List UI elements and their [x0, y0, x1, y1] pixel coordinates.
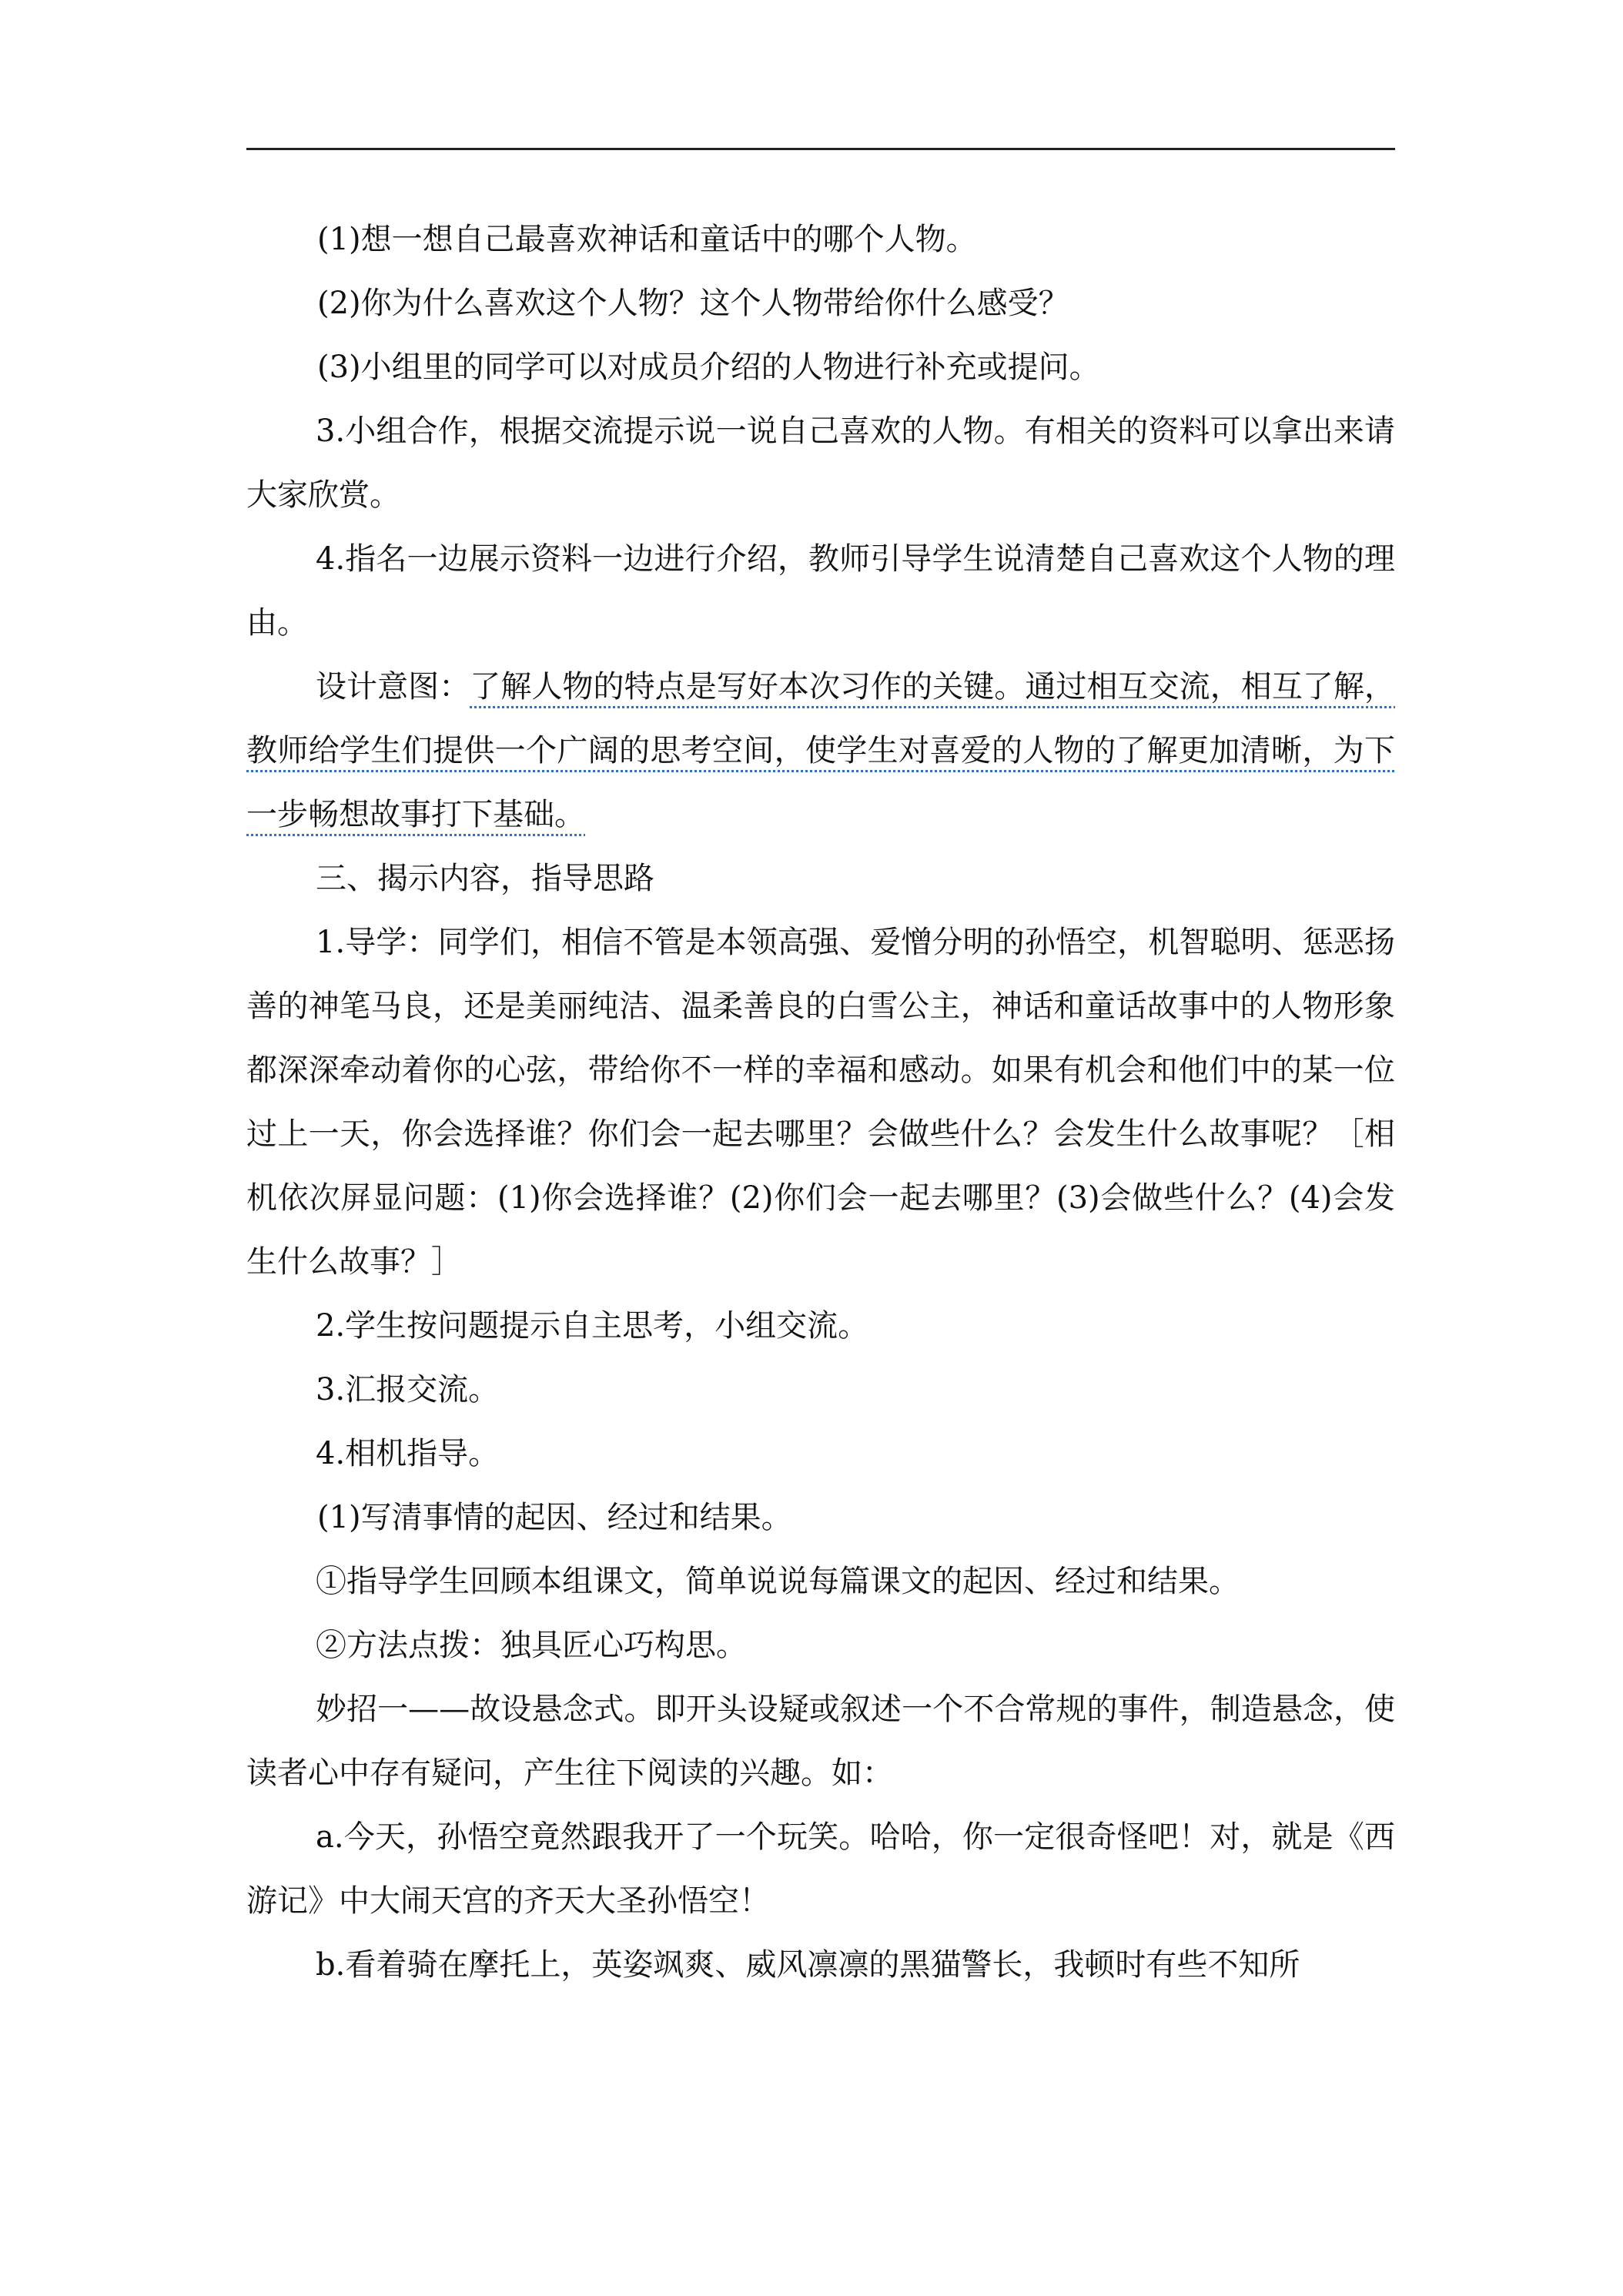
design-intent-paragraph	[246, 655, 1395, 847]
question-3: (3)小组里的同学可以对成员介绍的人物进行补充或提问。	[317, 350, 1100, 385]
question-1: (1)想一想自己最喜欢神话和童话中的哪个人物。	[317, 222, 977, 257]
step-4-guide-paragraph: 4.相机指导。	[316, 1436, 500, 1471]
design-intent-label: 设计意图：	[316, 669, 470, 705]
circled-point-2: ②方法点拨：独具匠心巧构思。	[316, 1628, 747, 1663]
step-2-paragraph: 2.学生按问题提示自主思考，小组交流。	[316, 1308, 869, 1344]
sub-point-1: (1)写清事情的起因、经过和结果。	[317, 1500, 792, 1535]
section-heading: 三、揭示内容，指导思路	[316, 861, 654, 896]
step-3-paragraph: 3.小组合作，根据交流提示说一说自己喜欢的人物。有相关的资料可以拿出来请大家欣赏。	[246, 413, 1395, 513]
question-2: (2)你为什么喜欢这个人物？这个人物带给你什么感受？	[317, 286, 1069, 321]
example-b: b.看着骑在摩托上，英姿飒爽、威风凛凛的黑猫警长，我顿时有些不知所	[316, 1947, 1300, 1983]
header-rule	[246, 148, 1395, 150]
step-3-report-paragraph: 3.汇报交流。	[316, 1372, 500, 1407]
circled-point-1: ①指导学生回顾本组课文，简单说说每篇课文的起因、经过和结果。	[316, 1564, 1240, 1599]
design-intent-text: 了解人物的特点是写好本次习作的关键。通过相互交流，相互了解，教师给学生们提供一个广阔的思考空间，使学生对喜爱的人物的了解更加清晰，为下一步畅想故事打下基础。	[246, 669, 1396, 832]
guide-paragraph: 1.导学：同学们，相信不管是本领高强、爱憎分明的孙悟空，机智聪明、惩恶扬善的神笔马良，还是美丽纯洁、温柔善良的白雪公主，神话和童话故事中的人物形象都深深牵动着你的心弦，带给你不一样的幸福和感动。如果有机会和他们中的某一位过上一天，你会选择谁？你们会一起去哪里？会做些什么？会发生什么故事呢？［相机依次屏显问题：(1)你会选择谁？(2)你们会一起去哪里？(3)会做些什么？(4)会发生什么故事？］	[246, 925, 1395, 1280]
document-body	[246, 208, 1395, 1997]
method-one-paragraph: 妙招一——故设悬念式。即开头设疑或叙述一个不合常规的事件，制造悬念，使读者心中存有疑问，产生往下阅读的兴趣。如：	[246, 1692, 1395, 1791]
example-a: a.今天，孙悟空竟然跟我开了一个玩笑。哈哈，你一定很奇怪吧！对，就是《西游记》中大闹天宫的齐天大圣孙悟空！	[246, 1819, 1395, 1919]
step-4-paragraph: 4.指名一边展示资料一边进行介绍，教师引导学生说清楚自己喜欢这个人物的理由。	[246, 541, 1395, 641]
